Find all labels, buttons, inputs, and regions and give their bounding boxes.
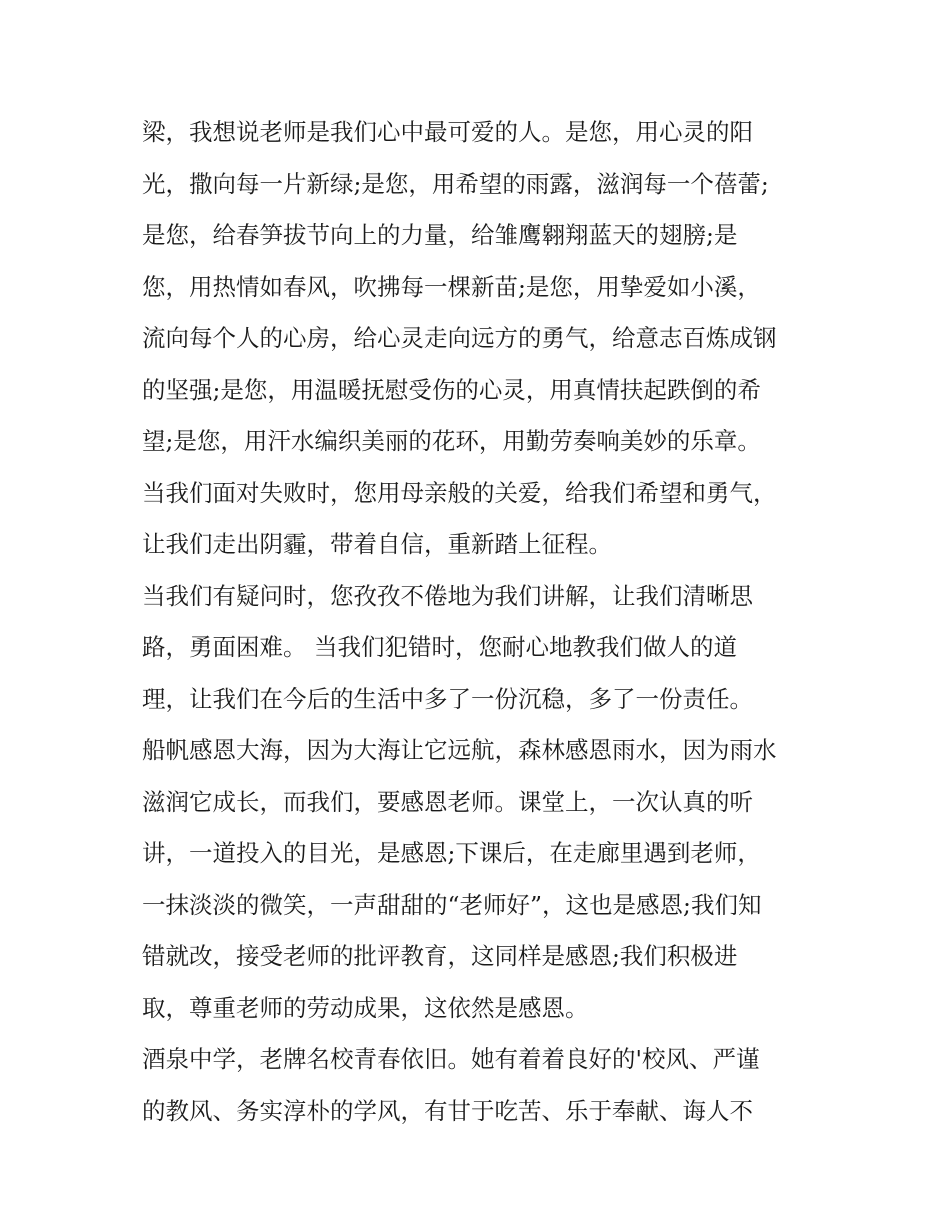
text-line: 当我们面对失败时，您用母亲般的关爱，给我们希望和勇气， [142,478,777,507]
text-line: 的教风、务实淳朴的学风，有甘于吃苦、乐于奉献、诲人不 [142,1096,753,1125]
text-line: 一抹淡淡的微笑，一声甜甜的“老师好”，这也是感恩;我们知 [142,890,762,919]
text-line: 路，勇面困难。 当我们犯错时，您耐心地教我们做人的道 [142,633,737,661]
text-line: 光，撒向每一片新绿;是您，用希望的雨露，滋润每一个蓓蕾; [142,169,769,198]
text-line: 酒泉中学，老牌名校青春依旧。她有着着良好的'校风、严谨 [142,1045,760,1073]
text-line: 错就改，接受老师的批评教育，这同样是感恩;我们积极进 [142,942,738,970]
text-line: 的坚强;是您，用温暖抚慰受伤的心灵，用真情扶起跌倒的希 [142,375,761,404]
text-line: 让我们走出阴霾，带着自信，重新踏上征程。 [142,530,612,558]
body-text [142,107,832,1137]
text-line: 取，尊重老师的劳动成果，这依然是感恩。 [142,993,589,1022]
text-line: 滋润它成长，而我们，要感恩老师。课堂上，一次认真的听 [142,787,753,816]
text-line: 理，让我们在今后的生活中多了一份沉稳，多了一份责任。 [142,684,753,713]
text-line: 讲，一道投入的目光，是感恩;下课后，在走廊里遇到老师， [142,839,761,867]
text-line: 船帆感恩大海，因为大海让它远航，森林感恩雨水，因为雨水 [142,736,777,764]
text-line: 是您，给春笋拔节向上的力量，给雏鹰翱翔蓝天的翅膀;是 [142,221,738,249]
text-line: 您，用热情如春风，吹拂每一棵新苗;是您，用挚爱如小溪， [142,272,761,301]
text-line: 望;是您，用汗水编织美丽的花环，用勤劳奏响美妙的乐章。 [142,427,761,455]
text-line: 流向每个人的心房，给心灵走向远方的勇气，给意志百炼成钢 [142,324,777,352]
text-line: 当我们有疑问时，您孜孜不倦地为我们讲解，让我们清晰思 [142,581,753,610]
text-line: 梁，我想说老师是我们心中最可爱的人。是您，用心灵的阳 [142,118,753,146]
